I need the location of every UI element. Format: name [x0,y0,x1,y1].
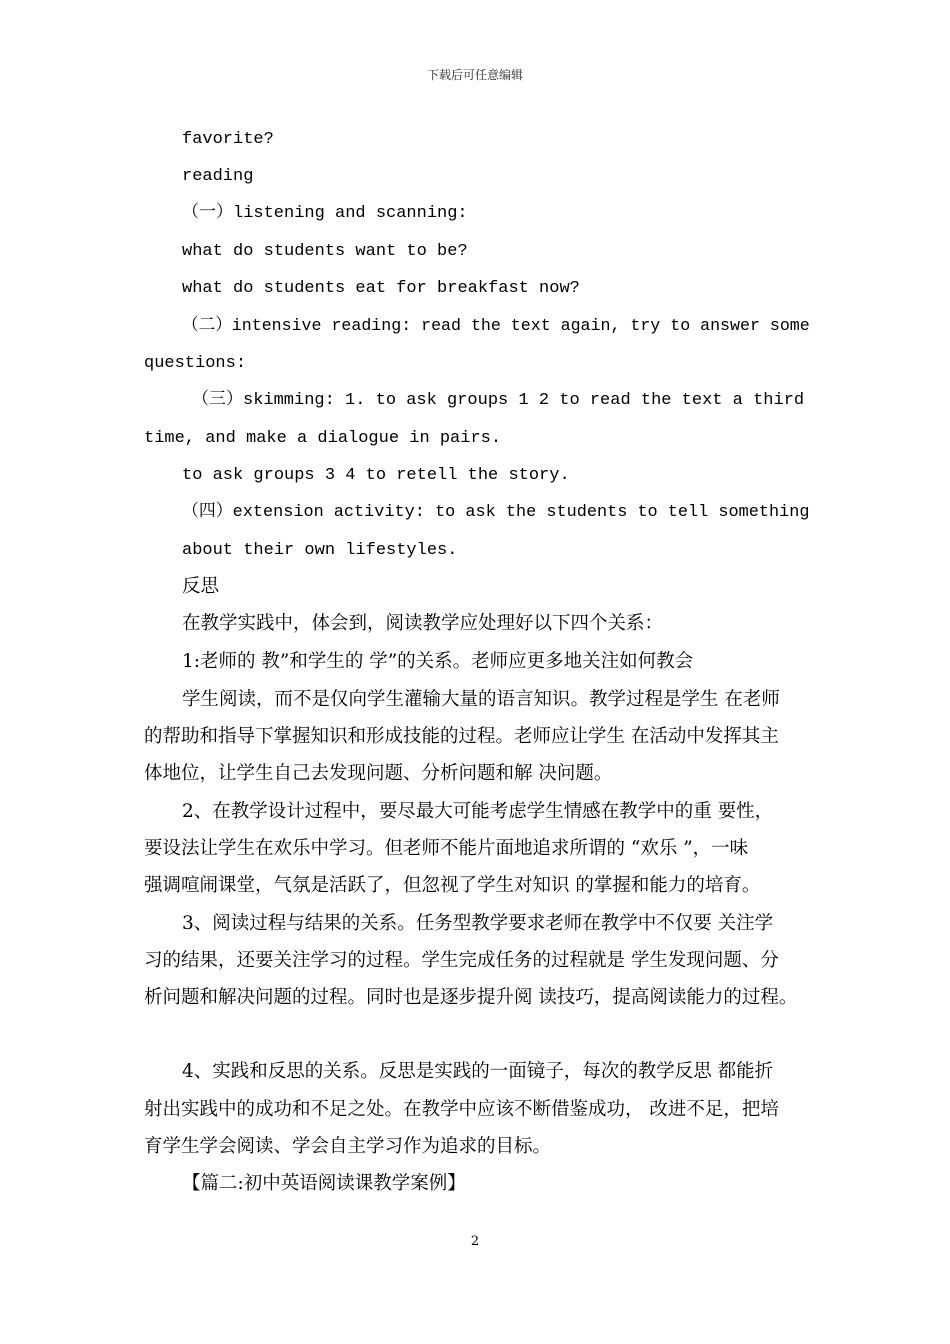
text-line: 在教学实践中，体会到，阅读教学应处理好以下四个关系： [182,613,664,634]
text-line: 体地位，让学生自己去发现问题、分析问题和解 决问题。 [144,763,613,784]
section-title: 【篇二:初中英语阅读课教学案例】 [182,1173,466,1194]
text-line: 强调喧闹课堂，气氛是活跃了，但忽视了学生对知识 的掌握和能力的培育。 [144,875,761,896]
text-line: 3、阅读过程与结果的关系。任务型教学要求老师在教学中不仅要 关注学 [182,913,774,934]
text-line: 2、在教学设计过程中，要尽最大可能考虑学生情感在教学中的重 要性， [182,801,774,822]
text-line: what do students want to be? [182,242,468,261]
text-line: 要设法让学生在欢乐中学习。但老师不能片面地追求所谓的 “欢乐 ”，一味 [144,838,749,859]
text-line: favorite? [182,130,274,149]
text-line: 射出实践中的成功和不足之处。在教学中应该不断借鉴成功， 改进不足，把培 [144,1099,779,1120]
text-line: 学生阅读，而不是仅向学生灌输大量的语言知识。教学过程是学生 在老师 [182,689,780,710]
page-number: 2 [470,1234,480,1249]
text-line: 4、实践和反思的关系。反思是实践的一面镜子，每次的教学反思 都能折 [182,1061,774,1082]
text-line: questions: [144,354,247,373]
page-header: 下载后可任意编辑 [426,68,523,82]
text-line: 习的结果，还要关注学习的过程。学生完成任务的过程就是 学生发现问题、分 [144,950,779,971]
text-line: 析问题和解决问题的过程。同时也是逐步提升阅 读技巧，提高阅读能力的过程。 [144,987,798,1008]
text-line: to ask groups 3 4 to retell the story. [182,466,570,485]
text-line: （四）extension activity: to ask the students to tell something [182,503,810,522]
text-line: （三）skimming: 1. to ask groups 1 2 to read the text a third [192,391,805,410]
section-heading: 反思 [182,576,220,597]
text-line: （一）listening and scanning: [182,204,468,223]
text-line: what do students eat for breakfast now? [182,279,580,298]
text-line: 1:老师的 教”和学生的 学”的关系。老师应更多地关注如何教会 [182,651,694,672]
text-line: time, and make a dialogue in pairs. [144,429,502,448]
text-line: reading [182,167,254,186]
text-line: 的帮助和指导下掌握知识和形成技能的过程。老师应让学生 在活动中发挥其主 [144,726,779,747]
text-line: 育学生学会阅读、学会自主学习作为追求的目标。 [144,1136,552,1157]
text-line: （二）intensive reading: read the text again, try to answer some [182,317,810,336]
text-line: about their own lifestyles. [182,541,458,560]
